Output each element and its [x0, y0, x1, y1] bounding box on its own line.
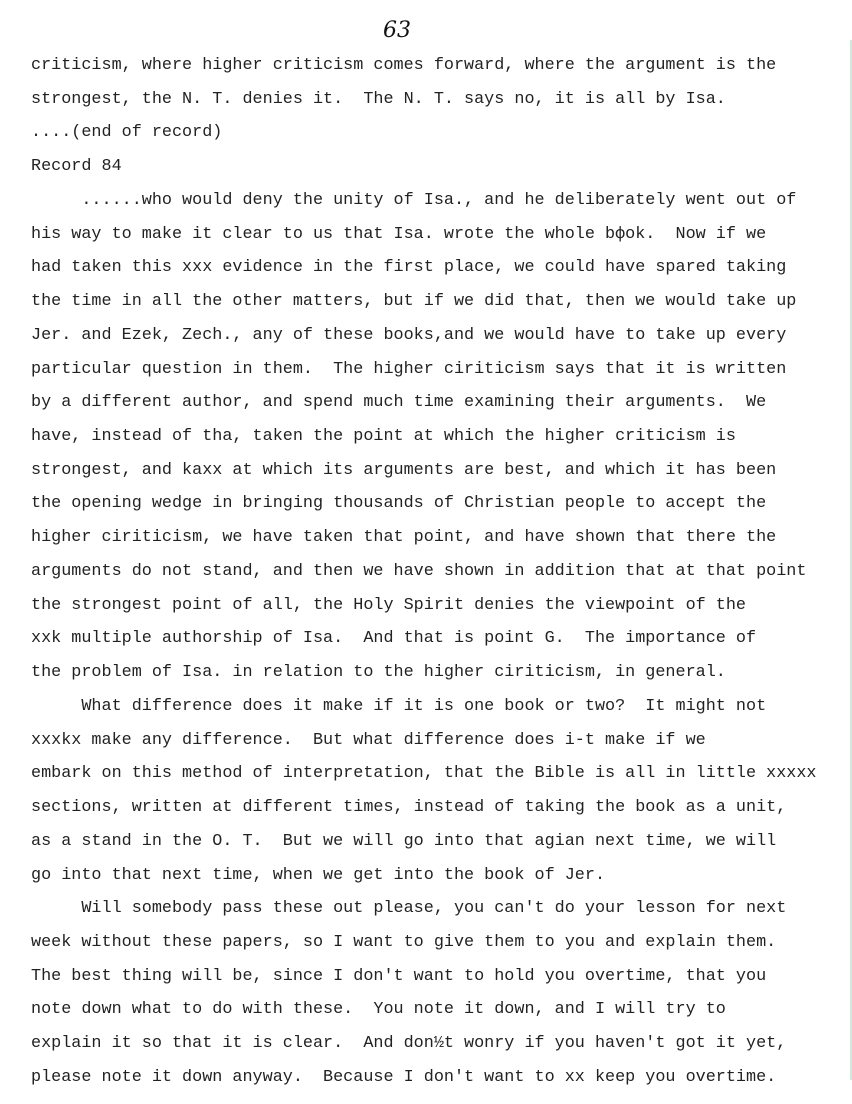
page-number: 63 — [383, 18, 411, 43]
text-line: the problem of Isa. in relation to the higher ciriticism, in general. — [31, 663, 726, 683]
text-line: week without these papers, so I want to give them to you and explain them. — [31, 932, 777, 952]
text-line: by a different author, and spend much time examining their arguments. We — [31, 393, 767, 413]
text-line: xxk multiple authorship of Isa. And that is point G. The importance of — [31, 629, 757, 649]
text-line: ....(end of record) — [31, 123, 223, 143]
text-line: criticism, where higher criticism comes forward, where the argument is the — [31, 56, 777, 75]
text-line: have, instead of tha, taken the point at which the higher criticism is — [31, 427, 736, 447]
text-line: embark on this method of interpretation, that the Bible is all in little xxxxx — [31, 764, 817, 784]
text-line: higher ciriticism, we have taken that point, and have shown that there the — [31, 528, 777, 548]
text-line: arguments do not stand, and then we have shown in addition that at that point — [31, 561, 807, 581]
text-line: go into that next time, when we get into the book of Jer. — [31, 865, 606, 885]
text-line: the time in all the other matters, but if we did that, then we would take up — [31, 292, 797, 312]
text-line: had taken this xxx evidence in the first place, we could have spared taking — [31, 258, 787, 278]
text-line: sections, written at different times, instead of taking the book as a unit, — [31, 798, 787, 818]
text-line: Jer. and Ezek, Zech., any of these books,and we would have to take up every — [31, 325, 787, 345]
text-line: strongest, and kaxx at which its arguments are best, and which it has been — [31, 460, 777, 480]
text-line: note down what to do with these. You note it down, and I will try to — [31, 1000, 726, 1020]
text-line: strongest, the N. T. denies it. The N. T. says no, it is all by Isa. — [31, 89, 726, 109]
text-line: the opening wedge in bringing thousands of Christian people to accept the — [31, 494, 767, 514]
text-line: the strongest point of all, the Holy Spirit denies the viewpoint of the — [31, 595, 746, 615]
text-line: please note it down anyway. Because I don't want to xx keep you overtime. — [31, 1067, 777, 1087]
text-line: Record 84 — [31, 157, 122, 177]
text-line: ......who would deny the unity of Isa., and he deliberately went out of — [31, 190, 797, 210]
text-line: The best thing will be, since I don't want to hold you overtime, that you — [31, 966, 767, 986]
text-line: his way to make it clear to us that Isa. wrote the whole bфok. Now if we — [31, 224, 767, 244]
text-line: Will somebody pass these out please, you can't do your lesson for next — [31, 899, 787, 919]
text-line: xxxkx make any difference. But what difference does i-t make if we — [31, 730, 706, 750]
text-line: explain it so that it is clear. And don½t wonry if you haven't got it yet, — [31, 1034, 787, 1054]
text-line: What difference does it make if it is one book or two? It might not — [31, 696, 767, 716]
text-line: as a stand in the O. T. But we will go into that agian next time, we will — [31, 831, 777, 851]
text-line: particular question in them. The higher ciriticism says that it is written — [31, 359, 787, 379]
